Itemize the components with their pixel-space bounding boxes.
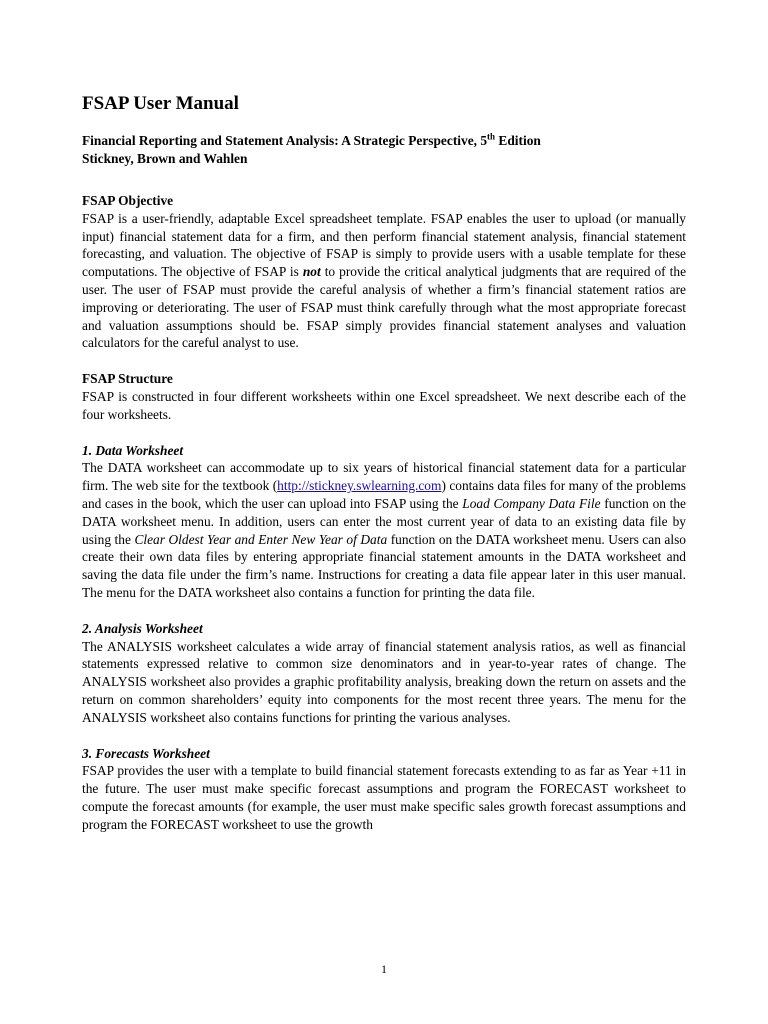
clear-oldest-year-function: Clear Oldest Year and Enter New Year of Data [134,531,388,547]
data-text-part-3: function on the DATA worksheet menu. In addition, users can enter the most current year of data to an existing data file by using the [82,495,687,547]
document-title: FSAP User Manual [82,93,239,114]
section-heading-data-worksheet: 1. Data Worksheet [82,442,184,458]
section-body-data-worksheet [82,459,686,601]
subtitle-main: Financial Reporting and Statement Analysis: A Strategic Perspective, 5 [82,133,488,148]
page-number: 1 [381,962,387,976]
section-objective [82,192,686,352]
objective-text-part-2: to provide the critical analytical judgments that are required of the user. The user of FSAP must provide the careful analysis of whether a firm’s financial statement ratios are improving or deteriorating. The user of FSAP must think carefully through what the most appropriate forecast and valuation assumptions should be. FSAP simply provides financial statement analyses and valuation calculators for the careful analyst to use. [82,264,687,351]
book-authors: Stickney, Brown and Wahlen [82,151,248,166]
document-page [82,92,686,852]
section-forecasts-worksheet [82,745,686,834]
subtitle-superscript: th [487,131,496,142]
section-heading-objective: FSAP Objective [82,193,174,208]
textbook-website-link[interactable]: http://stickney.swlearning.com [277,478,442,494]
section-analysis-worksheet [82,620,686,727]
section-body-structure: FSAP is constructed in four different worksheets within one Excel spreadsheet. We next describe each of the four worksheets. [82,388,686,422]
section-structure [82,370,686,423]
section-body-forecasts-worksheet: FSAP provides the user with a template to build financial statement forecasts extending to as far as Year +11 in the future. The user must make specific forecast assumptions and program the FORECAST worksheet to compute the forecast amounts (for example, the user must make specific sales growth forecast assumptions and program the FORECAST worksheet to use the growth [82,763,686,832]
load-company-data-file-function: Load Company Data File [462,495,601,511]
subtitle-tail: Edition [495,133,541,148]
section-data-worksheet [82,442,686,602]
objective-text-part-1: FSAP is a user-friendly, adaptable Excel spreadsheet template. FSAP enables the user to upload (or manually input) financial statement data for a firm, and then perform financial statement analysis, financial statement forecasting, and valuation. The objective of FSAP is simply to provide users with a usable template for these computations. The objective of FSAP is [82,210,686,280]
book-subtitle [82,132,686,150]
section-body-objective [82,210,686,352]
section-heading-analysis-worksheet: 2. Analysis Worksheet [82,620,203,636]
section-body-analysis-worksheet: The ANALYSIS worksheet calculates a wide array of financial statement analysis ratios, as well as financial statements expressed relative to common size denominators and in year-to-year rates of change. The ANALYSIS worksheet also provides a graphic profitability analysis, breaking down the return on assets and the return on common shareholders’ equity into components for the most recent three years. The menu for the ANALYSIS worksheet also contains functions for printing the various analyses. [82,638,686,725]
data-text-part-4: function on the DATA worksheet menu. Users can also create their own data files by entering appropriate financial statement amounts in the DATA worksheet and saving the data file under the firm’s name. Instructions for creating a data file appear later in this user manual. The menu for the DATA worksheet also contains a function for printing the data file. [82,531,686,600]
section-heading-forecasts-worksheet: 3. Forecasts Worksheet [82,745,210,761]
section-heading-structure: FSAP Structure [82,371,173,387]
data-text-part-2: ) contains data files for many of the problems and cases in the book, which the user can upload into FSAP using the [82,478,687,511]
data-text-part-1: The DATA worksheet can accommodate up to six years of historical financial statement data for a particular firm. The web site for the textbook ( [82,460,686,494]
objective-emphasis: not [302,264,321,280]
